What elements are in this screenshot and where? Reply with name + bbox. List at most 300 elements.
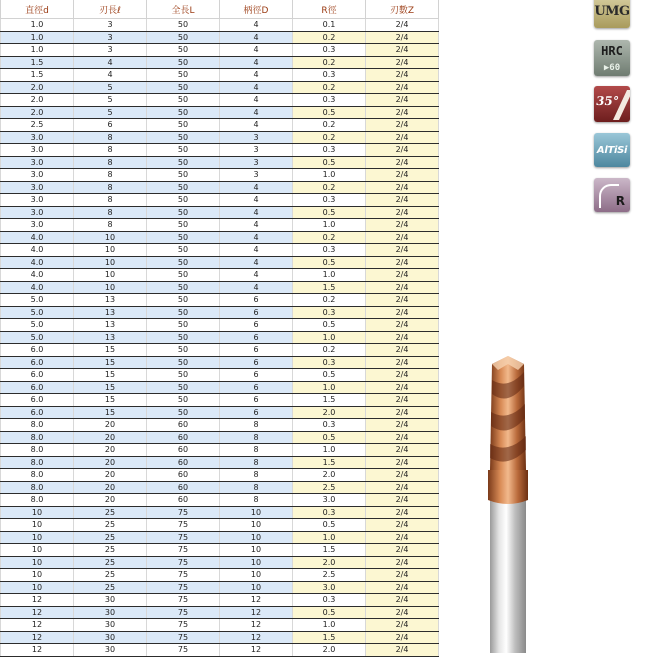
cell-flute-count: 2/4 (366, 444, 439, 457)
table-row (1, 319, 439, 332)
cell-corner-radius: 1.0 (293, 169, 366, 182)
cell-corner-radius: 1.5 (293, 281, 366, 294)
cell-flute-count: 2/4 (366, 269, 439, 282)
cell-flute-length: 3 (74, 44, 147, 57)
cell-diameter: 3.0 (1, 206, 74, 219)
cell-flute-count: 2/4 (366, 119, 439, 132)
cell-overall-length: 60 (147, 481, 220, 494)
cell-overall-length: 50 (147, 394, 220, 407)
cell-flute-length: 15 (74, 406, 147, 419)
cell-shank-diameter: 4 (220, 219, 293, 232)
cell-flute-length: 15 (74, 381, 147, 394)
cell-flute-count: 2/4 (366, 581, 439, 594)
cell-corner-radius: 0.2 (293, 131, 366, 144)
cell-diameter: 3.0 (1, 131, 74, 144)
cell-overall-length: 50 (147, 319, 220, 332)
cell-overall-length: 75 (147, 594, 220, 607)
cell-flute-count: 2/4 (366, 556, 439, 569)
cell-flute-length: 13 (74, 294, 147, 307)
table-row (1, 156, 439, 169)
cell-overall-length: 50 (147, 219, 220, 232)
cell-flute-length: 10 (74, 231, 147, 244)
cell-overall-length: 50 (147, 269, 220, 282)
cell-diameter: 1.0 (1, 44, 74, 57)
table-row (1, 469, 439, 482)
cell-corner-radius: 0.2 (293, 31, 366, 44)
cell-overall-length: 50 (147, 69, 220, 82)
cell-flute-count: 2/4 (366, 419, 439, 432)
table-row (1, 231, 439, 244)
cell-diameter: 6.0 (1, 344, 74, 357)
cell-corner-radius: 0.3 (293, 44, 366, 57)
cell-corner-radius: 2.5 (293, 481, 366, 494)
table-row (1, 431, 439, 444)
cell-shank-diameter: 4 (220, 69, 293, 82)
cell-flute-length: 10 (74, 244, 147, 257)
umg-label: UMG (594, 3, 630, 19)
cell-overall-length: 50 (147, 19, 220, 32)
cell-diameter: 12 (1, 631, 74, 644)
cell-corner-radius: 3.0 (293, 581, 366, 594)
header-shank-diameter: 柄徑D (220, 0, 293, 19)
cell-diameter: 3.0 (1, 144, 74, 157)
cell-corner-radius: 0.2 (293, 81, 366, 94)
cell-shank-diameter: 8 (220, 469, 293, 482)
cell-diameter: 12 (1, 594, 74, 607)
table-row (1, 181, 439, 194)
table-row (1, 594, 439, 607)
cell-overall-length: 75 (147, 506, 220, 519)
table-row (1, 481, 439, 494)
cell-flute-length: 25 (74, 506, 147, 519)
cell-flute-length: 8 (74, 169, 147, 182)
cell-shank-diameter: 4 (220, 56, 293, 69)
cell-flute-length: 20 (74, 444, 147, 457)
table-row (1, 106, 439, 119)
table-row (1, 94, 439, 107)
table-row (1, 81, 439, 94)
cell-flute-count: 2/4 (366, 31, 439, 44)
cell-flute-length: 20 (74, 494, 147, 507)
cell-flute-count: 2/4 (366, 256, 439, 269)
cell-flute-length: 13 (74, 306, 147, 319)
cell-overall-length: 50 (147, 144, 220, 157)
cell-flute-length: 4 (74, 69, 147, 82)
cell-overall-length: 50 (147, 119, 220, 132)
cell-diameter: 4.0 (1, 269, 74, 282)
table-row (1, 356, 439, 369)
cell-flute-count: 2/4 (366, 619, 439, 632)
cell-flute-length: 3 (74, 31, 147, 44)
cell-flute-count: 2/4 (366, 44, 439, 57)
table-row (1, 644, 439, 657)
cell-shank-diameter: 4 (220, 106, 293, 119)
cell-flute-count: 2/4 (366, 94, 439, 107)
end-mill-image (478, 350, 538, 653)
cell-overall-length: 75 (147, 631, 220, 644)
cell-flute-count: 2/4 (366, 106, 439, 119)
cell-diameter: 2.5 (1, 119, 74, 132)
cell-overall-length: 75 (147, 581, 220, 594)
cell-overall-length: 75 (147, 531, 220, 544)
cell-flute-count: 2/4 (366, 644, 439, 657)
cell-flute-length: 8 (74, 206, 147, 219)
cell-overall-length: 50 (147, 256, 220, 269)
cell-shank-diameter: 10 (220, 581, 293, 594)
cell-corner-radius: 1.5 (293, 394, 366, 407)
cell-corner-radius: 1.5 (293, 456, 366, 469)
cell-overall-length: 60 (147, 469, 220, 482)
cell-overall-length: 75 (147, 644, 220, 657)
cell-flute-count: 2/4 (366, 606, 439, 619)
cell-flute-count: 2/4 (366, 431, 439, 444)
table-row (1, 344, 439, 357)
cell-overall-length: 75 (147, 619, 220, 632)
cell-corner-radius: 0.2 (293, 231, 366, 244)
cell-overall-length: 50 (147, 369, 220, 382)
cell-diameter: 4.0 (1, 231, 74, 244)
hrc-label: HRC (601, 44, 623, 58)
table-row (1, 281, 439, 294)
cell-diameter: 8.0 (1, 444, 74, 457)
cell-diameter: 12 (1, 644, 74, 657)
cell-flute-length: 30 (74, 631, 147, 644)
table-row (1, 606, 439, 619)
cell-flute-length: 20 (74, 481, 147, 494)
cell-diameter: 5.0 (1, 294, 74, 307)
cell-corner-radius: 0.3 (293, 306, 366, 319)
cell-diameter: 3.0 (1, 181, 74, 194)
cell-shank-diameter: 4 (220, 269, 293, 282)
cell-corner-radius: 3.0 (293, 494, 366, 507)
cell-diameter: 1.0 (1, 31, 74, 44)
table-header-row (1, 0, 439, 19)
cell-corner-radius: 0.5 (293, 319, 366, 332)
cell-overall-length: 60 (147, 456, 220, 469)
cell-overall-length: 60 (147, 431, 220, 444)
table-row (1, 394, 439, 407)
cell-shank-diameter: 8 (220, 444, 293, 457)
cell-overall-length: 50 (147, 106, 220, 119)
cell-overall-length: 50 (147, 306, 220, 319)
cell-corner-radius: 0.3 (293, 94, 366, 107)
cell-overall-length: 50 (147, 81, 220, 94)
cell-flute-count: 2/4 (366, 219, 439, 232)
table-row (1, 144, 439, 157)
table-row (1, 269, 439, 282)
cell-overall-length: 50 (147, 344, 220, 357)
cell-flute-length: 10 (74, 281, 147, 294)
cell-flute-count: 2/4 (366, 519, 439, 532)
cell-shank-diameter: 3 (220, 169, 293, 182)
hrc-hardness-icon (594, 40, 630, 76)
corner-radius-icon (594, 178, 630, 212)
table-row (1, 19, 439, 32)
cell-flute-count: 2/4 (366, 294, 439, 307)
coating-label: AlTiSi (596, 144, 628, 156)
cell-flute-count: 2/4 (366, 281, 439, 294)
tool-neck-shape (488, 470, 528, 504)
cell-corner-radius: 1.5 (293, 631, 366, 644)
cell-corner-radius: 0.5 (293, 256, 366, 269)
cell-overall-length: 50 (147, 206, 220, 219)
table-row (1, 169, 439, 182)
cell-flute-length: 20 (74, 469, 147, 482)
cell-diameter: 12 (1, 606, 74, 619)
cell-corner-radius: 0.2 (293, 294, 366, 307)
cell-flute-length: 8 (74, 156, 147, 169)
cell-corner-radius: 0.5 (293, 431, 366, 444)
cell-corner-radius: 0.3 (293, 244, 366, 257)
cell-shank-diameter: 4 (220, 206, 293, 219)
cell-shank-diameter: 4 (220, 31, 293, 44)
cell-overall-length: 50 (147, 31, 220, 44)
cell-corner-radius: 0.5 (293, 106, 366, 119)
cell-shank-diameter: 6 (220, 294, 293, 307)
cell-shank-diameter: 8 (220, 494, 293, 507)
cell-overall-length: 50 (147, 94, 220, 107)
helix-angle-icon (594, 86, 630, 122)
cell-flute-count: 2/4 (366, 481, 439, 494)
cell-flute-count: 2/4 (366, 569, 439, 582)
cell-shank-diameter: 12 (220, 644, 293, 657)
cell-flute-count: 2/4 (366, 306, 439, 319)
cell-corner-radius: 0.1 (293, 19, 366, 32)
table-row (1, 419, 439, 432)
cell-diameter: 8.0 (1, 456, 74, 469)
cell-overall-length: 50 (147, 294, 220, 307)
cell-diameter: 6.0 (1, 394, 74, 407)
cell-flute-count: 2/4 (366, 544, 439, 557)
cell-diameter: 2.0 (1, 94, 74, 107)
cell-flute-count: 2/4 (366, 594, 439, 607)
cell-shank-diameter: 12 (220, 606, 293, 619)
cell-flute-length: 25 (74, 544, 147, 557)
cell-overall-length: 50 (147, 156, 220, 169)
cell-flute-length: 30 (74, 619, 147, 632)
table-row (1, 44, 439, 57)
cell-corner-radius: 1.5 (293, 544, 366, 557)
cell-shank-diameter: 6 (220, 306, 293, 319)
cell-flute-count: 2/4 (366, 81, 439, 94)
cell-overall-length: 50 (147, 231, 220, 244)
cell-corner-radius: 1.0 (293, 444, 366, 457)
cell-flute-length: 5 (74, 106, 147, 119)
cell-diameter: 6.0 (1, 356, 74, 369)
table-row (1, 506, 439, 519)
cell-overall-length: 75 (147, 544, 220, 557)
cell-flute-count: 2/4 (366, 469, 439, 482)
cell-flute-length: 25 (74, 581, 147, 594)
cell-flute-count: 2/4 (366, 406, 439, 419)
cell-shank-diameter: 8 (220, 419, 293, 432)
cell-shank-diameter: 12 (220, 594, 293, 607)
cell-corner-radius: 1.0 (293, 219, 366, 232)
header-corner-radius: R徑 (293, 0, 366, 19)
cell-corner-radius: 1.0 (293, 269, 366, 282)
cell-shank-diameter: 10 (220, 519, 293, 532)
cell-flute-length: 30 (74, 594, 147, 607)
cell-flute-count: 2/4 (366, 319, 439, 332)
cell-corner-radius: 0.2 (293, 344, 366, 357)
table-row (1, 444, 439, 457)
cell-shank-diameter: 3 (220, 156, 293, 169)
cell-flute-length: 4 (74, 56, 147, 69)
tool-shank-shape (490, 500, 526, 653)
cell-flute-length: 10 (74, 256, 147, 269)
cell-flute-count: 2/4 (366, 194, 439, 207)
cell-diameter: 2.0 (1, 106, 74, 119)
cell-corner-radius: 2.0 (293, 556, 366, 569)
cell-overall-length: 50 (147, 356, 220, 369)
cell-shank-diameter: 4 (220, 256, 293, 269)
cell-corner-radius: 1.0 (293, 331, 366, 344)
cell-shank-diameter: 4 (220, 19, 293, 32)
cell-flute-length: 8 (74, 181, 147, 194)
cell-shank-diameter: 6 (220, 331, 293, 344)
cell-shank-diameter: 6 (220, 356, 293, 369)
cell-corner-radius: 0.5 (293, 206, 366, 219)
cell-shank-diameter: 6 (220, 319, 293, 332)
cell-overall-length: 60 (147, 419, 220, 432)
cell-flute-length: 15 (74, 356, 147, 369)
cell-flute-count: 2/4 (366, 131, 439, 144)
cell-flute-count: 2/4 (366, 69, 439, 82)
cell-flute-count: 2/4 (366, 344, 439, 357)
table-row (1, 206, 439, 219)
cell-diameter: 3.0 (1, 219, 74, 232)
cell-diameter: 4.0 (1, 256, 74, 269)
cell-corner-radius: 0.5 (293, 369, 366, 382)
cell-flute-length: 25 (74, 519, 147, 532)
table-row (1, 406, 439, 419)
cell-flute-count: 2/4 (366, 144, 439, 157)
cell-overall-length: 50 (147, 44, 220, 57)
cell-corner-radius: 1.0 (293, 381, 366, 394)
table-row (1, 494, 439, 507)
cell-flute-length: 6 (74, 119, 147, 132)
table-row (1, 519, 439, 532)
cell-diameter: 1.0 (1, 19, 74, 32)
cell-flute-length: 20 (74, 456, 147, 469)
table-body (1, 19, 439, 657)
cell-flute-length: 15 (74, 369, 147, 382)
cell-flute-count: 2/4 (366, 331, 439, 344)
cell-flute-count: 2/4 (366, 181, 439, 194)
cell-flute-count: 2/4 (366, 244, 439, 257)
cell-shank-diameter: 10 (220, 556, 293, 569)
cell-shank-diameter: 8 (220, 431, 293, 444)
cell-corner-radius: 1.0 (293, 531, 366, 544)
cell-shank-diameter: 8 (220, 456, 293, 469)
cell-flute-length: 8 (74, 194, 147, 207)
table-row (1, 544, 439, 557)
cell-diameter: 10 (1, 556, 74, 569)
cell-flute-length: 20 (74, 431, 147, 444)
table-row (1, 256, 439, 269)
cell-flute-length: 10 (74, 269, 147, 282)
cell-overall-length: 75 (147, 556, 220, 569)
cell-corner-radius: 0.5 (293, 519, 366, 532)
cell-flute-count: 2/4 (366, 19, 439, 32)
header-flute-count: 刃數Z (366, 0, 439, 19)
cell-shank-diameter: 12 (220, 631, 293, 644)
cell-flute-length: 30 (74, 644, 147, 657)
cell-diameter: 3.0 (1, 156, 74, 169)
cell-corner-radius: 0.2 (293, 181, 366, 194)
cell-shank-diameter: 4 (220, 94, 293, 107)
cell-diameter: 1.5 (1, 69, 74, 82)
cell-shank-diameter: 12 (220, 619, 293, 632)
cell-flute-count: 2/4 (366, 494, 439, 507)
cell-shank-diameter: 3 (220, 131, 293, 144)
cell-shank-diameter: 6 (220, 344, 293, 357)
cell-flute-length: 3 (74, 19, 147, 32)
table-row (1, 456, 439, 469)
table-row (1, 581, 439, 594)
cell-overall-length: 50 (147, 194, 220, 207)
cell-shank-diameter: 4 (220, 194, 293, 207)
table-row (1, 119, 439, 132)
cell-diameter: 6.0 (1, 381, 74, 394)
cell-shank-diameter: 4 (220, 281, 293, 294)
cell-diameter: 1.5 (1, 56, 74, 69)
cell-flute-length: 25 (74, 569, 147, 582)
radius-label: R (615, 194, 625, 208)
table-row (1, 306, 439, 319)
cell-diameter: 10 (1, 531, 74, 544)
cell-corner-radius: 0.3 (293, 594, 366, 607)
cell-diameter: 10 (1, 569, 74, 582)
cell-shank-diameter: 10 (220, 531, 293, 544)
table-row (1, 369, 439, 382)
cell-flute-length: 8 (74, 219, 147, 232)
header-diameter: 直徑d (1, 0, 74, 19)
coating-icon (594, 133, 630, 167)
cell-corner-radius: 0.5 (293, 606, 366, 619)
header-overall-length: 全長L (147, 0, 220, 19)
cell-shank-diameter: 3 (220, 144, 293, 157)
cell-corner-radius: 0.3 (293, 419, 366, 432)
cell-corner-radius: 2.0 (293, 644, 366, 657)
cell-corner-radius: 2.0 (293, 469, 366, 482)
cell-flute-count: 2/4 (366, 381, 439, 394)
table-row (1, 556, 439, 569)
cell-shank-diameter: 6 (220, 369, 293, 382)
cell-flute-count: 2/4 (366, 56, 439, 69)
cell-overall-length: 75 (147, 569, 220, 582)
cell-overall-length: 50 (147, 131, 220, 144)
cell-corner-radius: 0.3 (293, 194, 366, 207)
cell-shank-diameter: 6 (220, 394, 293, 407)
cell-corner-radius: 0.3 (293, 69, 366, 82)
cell-overall-length: 60 (147, 444, 220, 457)
cell-diameter: 8.0 (1, 469, 74, 482)
cell-flute-length: 15 (74, 344, 147, 357)
cell-diameter: 2.0 (1, 81, 74, 94)
cell-flute-count: 2/4 (366, 506, 439, 519)
cell-flute-count: 2/4 (366, 394, 439, 407)
cell-flute-length: 25 (74, 531, 147, 544)
cell-diameter: 8.0 (1, 419, 74, 432)
cell-diameter: 6.0 (1, 369, 74, 382)
cell-flute-count: 2/4 (366, 156, 439, 169)
cell-diameter: 10 (1, 519, 74, 532)
cell-corner-radius: 0.2 (293, 56, 366, 69)
cell-flute-length: 13 (74, 319, 147, 332)
cell-shank-diameter: 6 (220, 381, 293, 394)
cell-corner-radius: 2.5 (293, 569, 366, 582)
